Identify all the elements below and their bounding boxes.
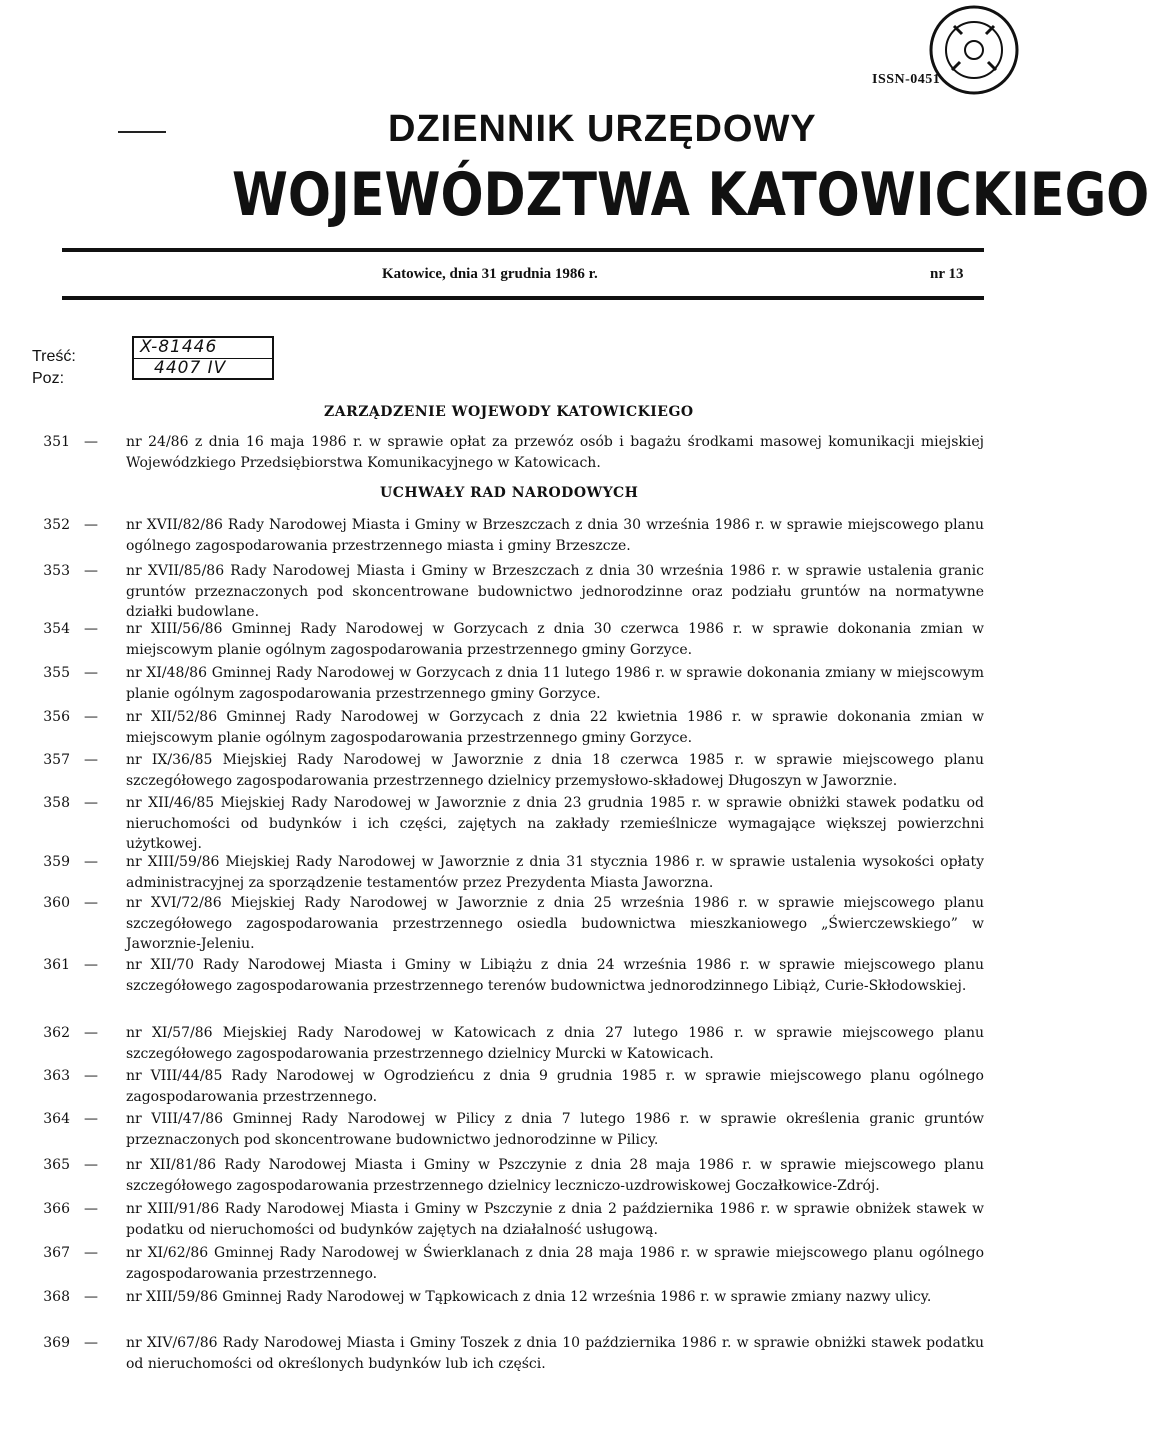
entry-text: nr XVII/85/86 Rady Narodowej Miasta i Gminy w Brzeszczach z dnia 30 września 1986 r. w sprawie ustalenia granic gruntów przeznaczonych pod skoncentrowane budownictwo jednorodzinne oraz podziału gruntów na normatywne działki budowlane. [126, 563, 984, 620]
position-number: 363 [43, 1068, 70, 1084]
journal-title: DZIENNIK URZĘDOWY [388, 108, 817, 150]
position-number: 355 [43, 665, 70, 681]
list-item: 365 — nr XII/81/86 Rady Narodowej Miasta i Gminy w Pszczynie z dnia 28 maja 1986 r. w sprawie miejscowego planu szczegółowego zagospodarowania przestrzennego dzielnicy leczniczo-uzdrowiskowej Goczałkowice-Zdrój. [40, 1155, 984, 1196]
position-number: 365 [43, 1157, 70, 1173]
list-item: 366 — nr XIII/91/86 Rady Narodowej Miasta i Gminy w Pszczynie z dnia 2 października 1986 r. w sprawie obniżek stawek w podatku od nieruchomości od budynków zajętych na działalność usługową. [40, 1199, 984, 1240]
position-number: 354 [43, 621, 70, 637]
entry-text: nr XII/70 Rady Narodowej Miasta i Gminy w Libiążu z dnia 24 września 1986 r. w sprawie miejscowego planu szczegółowego zagospodarowania przestrzennego terenów budownictwa jednorodzinnego Libiąż, Curie-Skłodowskiej. [126, 957, 984, 994]
position-number: 366 [43, 1201, 70, 1217]
position-number: 361 [43, 957, 70, 973]
list-item: 353 — nr XVII/85/86 Rady Narodowej Miasta i Gminy w Brzeszczach z dnia 30 września 1986 r. w sprawie ustalenia granic gruntów przeznaczonych pod skoncentrowane budownictwo jednorodzinne oraz podziału gruntów na normatywne działki budowlane. [40, 561, 984, 623]
entry-text: nr XVII/82/86 Rady Narodowej Miasta i Gminy w Brzeszczach z dnia 30 września 1986 r. w sprawie miejscowego planu ogólnego zagospodarowania przestrzennego miasta i gminy Brzeszcze. [126, 517, 984, 554]
position-number: 368 [43, 1289, 70, 1305]
issue-number: nr 13 [930, 266, 964, 282]
stamp-line-2: 4407 IV [154, 358, 227, 378]
position-number: 356 [43, 709, 70, 725]
position-number: 369 [43, 1335, 70, 1351]
entry-text: nr XIII/91/86 Rady Narodowej Miasta i Gminy w Pszczynie z dnia 2 października 1986 r. w sprawie obniżek stawek w podatku od nieruchomości od budynków zajętych na działalność usługową. [126, 1201, 984, 1238]
list-item: 354 — nr XIII/56/86 Gminnej Rady Narodowej w Gorzycach z dnia 30 czerwca 1986 r. w sprawie dokonania zmian w miejscowym planie ogólnym zagospodarowania przestrzennego gminy Gorzyce. [40, 619, 984, 660]
list-item: 369 — nr XIV/67/86 Rady Narodowej Miasta i Gminy Toszek z dnia 10 października 1986 r. w sprawie obniżki stawek podatku od nieruchomości od określonych budynków lub ich części. [40, 1333, 984, 1374]
position-number: 360 [43, 895, 70, 911]
position-number: 362 [43, 1025, 70, 1041]
entry-text: nr VIII/44/85 Rady Narodowej w Ogrodzieńcu z dnia 9 grudnia 1985 r. w sprawie miejscowego planu ogólnego zagospodarowania przestrzennego. [126, 1068, 984, 1105]
toc-content-label: Treść: [32, 348, 76, 365]
section-heading: UCHWAŁY RAD NARODOWYCH [380, 485, 639, 501]
entry-text: nr XIV/67/86 Rady Narodowej Miasta i Gminy Toszek z dnia 10 października 1986 r. w sprawie obniżki stawek podatku od nieruchomości od określonych budynków lub ich części. [126, 1335, 984, 1372]
position-number: 357 [43, 752, 70, 768]
position-number: 352 [43, 517, 70, 533]
toc-position-label: Poz: [32, 370, 65, 387]
list-item: 360 — nr XVI/72/86 Miejskiej Rady Narodowej w Jaworznie z dnia 25 września 1986 r. w sprawie miejscowego planu szczegółowego zagospodarowania przestrzennego osiedla budownictwa mieszkaniowego „Świerczewskiego” w Jaworznie-Jeleniu. [40, 893, 984, 955]
list-item: 352 — nr XVII/82/86 Rady Narodowej Miasta i Gminy w Brzeszczach z dnia 30 września 1986 r. w sprawie miejscowego planu ogólnego zagospodarowania przestrzennego miasta i gminy Brzeszcze. [40, 515, 984, 556]
position-number: 364 [43, 1111, 70, 1127]
entry-text: nr XVI/72/86 Miejskiej Rady Narodowej w Jaworznie z dnia 25 września 1986 r. w sprawie miejscowego planu szczegółowego zagospodarowania przestrzennego osiedla budownictwa mieszkaniowego „Świerczewskiego” w Jaworznie-Jeleniu. [126, 895, 984, 952]
entry-text: nr XII/46/85 Miejskiej Rady Narodowej w Jaworznie z dnia 23 grudnia 1985 r. w sprawie obniżki stawek podatku od nieruchomości od budynków i ich części, zajętych na zakłady rzemieślnicze wymagające większej powierzchni użytkowej. [126, 795, 984, 852]
archive-stamp [132, 336, 274, 380]
header-rule-bottom [62, 296, 984, 300]
list-item: 362 — nr XI/57/86 Miejskiej Rady Narodowej w Katowicach z dnia 27 lutego 1986 r. w sprawie miejscowego planu szczegółowego zagospodarowania przestrzennego dzielnicy Murcki w Katowicach. [40, 1023, 984, 1064]
list-item: 367 — nr XI/62/86 Gminnej Rady Narodowej w Świerklanach z dnia 28 maja 1986 r. w sprawie miejscowego planu ogólnego zagospodarowania przestrzennego. [40, 1243, 984, 1284]
list-item: 358 — nr XII/46/85 Miejskiej Rady Narodowej w Jaworznie z dnia 23 grudnia 1985 r. w sprawie obniżki stawek podatku od nieruchomości od budynków i ich części, zajętych na zakłady rzemieślnicze wymagające większej powierzchni użytkowej. [40, 793, 984, 855]
list-item: 356 — nr XII/52/86 Gminnej Rady Narodowej w Gorzycach z dnia 22 kwietnia 1986 r. w sprawie dokonania zmian w miejscowym planie ogólnym zagospodarowania przestrzennego gminy Gorzyce. [40, 707, 984, 748]
entry-text: nr IX/36/85 Miejskiej Rady Narodowej w Jaworznie z dnia 18 czerwca 1985 r. w sprawie miejscowego planu szczegółowego zagospodarowania przestrzennego dzielnicy przemysłowo-składowej Długoszyn w Jaworznie. [126, 752, 984, 789]
entry-text: nr XIII/59/86 Miejskiej Rady Narodowej w Jaworznie z dnia 31 stycznia 1986 r. w sprawie ustalenia wysokości opłaty administracyjnej za sporządzenie testamentów przez Prezydenta Miasta Jaworzna. [126, 854, 984, 891]
entry-text: nr XI/62/86 Gminnej Rady Narodowej w Świerklanach z dnia 28 maja 1986 r. w sprawie miejscowego planu ogólnego zagospodarowania przestrzennego. [126, 1245, 984, 1282]
position-number: 353 [43, 563, 70, 579]
position-number: 358 [43, 795, 70, 811]
position-number: 367 [43, 1245, 70, 1261]
position-number: 351 [43, 434, 70, 450]
library-seal-icon [928, 4, 1020, 96]
list-item: 368 — nr XIII/59/86 Gminnej Rady Narodowej w Tąpkowicach z dnia 12 września 1986 r. w sprawie zmiany nazwy ulicy. [40, 1287, 984, 1308]
entry-text: nr 24/86 z dnia 16 maja 1986 r. w sprawie opłat za przewóz osób i bagażu środkami masowej komunikacji miejskiej Wojewódzkiego Przedsiębiorstwa Komunikacyjnego w Katowicach. [126, 434, 984, 471]
entry-text: nr XIII/59/86 Gminnej Rady Narodowej w Tąpkowicach z dnia 12 września 1986 r. w sprawie zmiany nazwy ulicy. [126, 1289, 932, 1305]
journal-subtitle: WOJEWÓDZTWA KATOWICKIEGO [232, 160, 1149, 230]
entry-text: nr XII/81/86 Rady Narodowej Miasta i Gminy w Pszczynie z dnia 28 maja 1986 r. w sprawie miejscowego planu szczegółowego zagospodarowania przestrzennego dzielnicy leczniczo-uzdrowiskowej Goczałkowice-Zdrój. [126, 1157, 984, 1194]
title-decorative-dash [118, 131, 166, 133]
list-item: 351 — nr 24/86 z dnia 16 maja 1986 r. w sprawie opłat za przewóz osób i bagażu środkami masowej komunikacji miejskiej Wojewódzkiego Przedsiębiorstwa Komunikacyjnego w Katowicach. [40, 432, 984, 473]
list-item: 364 — nr VIII/47/86 Gminnej Rady Narodowej w Pilicy z dnia 7 lutego 1986 r. w sprawie określenia granic gruntów przeznaczonych pod skoncentrowane budownictwo jednorodzinne w Pilicy. [40, 1109, 984, 1150]
issn-number: ISSN-0451 [872, 72, 941, 87]
entry-text: nr XI/48/86 Gminnej Rady Narodowej w Gorzycach z dnia 11 lutego 1986 r. w sprawie dokonania zmiany w miejscowym planie ogólnym zagospodarowania przestrzennego gminy Gorzyce. [126, 665, 984, 702]
list-item: 359 — nr XIII/59/86 Miejskiej Rady Narodowej w Jaworznie z dnia 31 stycznia 1986 r. w sprawie ustalenia wysokości opłaty administracyjnej za sporządzenie testamentów przez Prezydenta Miasta Jaworzna. [40, 852, 984, 893]
list-item: 355 — nr XI/48/86 Gminnej Rady Narodowej w Gorzycach z dnia 11 lutego 1986 r. w sprawie dokonania zmiany w miejscowym planie ogólnym zagospodarowania przestrzennego gminy Gorzyce. [40, 663, 984, 704]
list-item: 363 — nr VIII/44/85 Rady Narodowej w Ogrodzieńcu z dnia 9 grudnia 1985 r. w sprawie miejscowego planu ogólnego zagospodarowania przestrzennego. [40, 1066, 984, 1107]
header-rule-top [62, 248, 984, 252]
entry-text: nr XIII/56/86 Gminnej Rady Narodowej w Gorzycach z dnia 30 czerwca 1986 r. w sprawie dokonania zmian w miejscowym planie ogólnym zagospodarowania przestrzennego gminy Gorzyce. [126, 621, 984, 658]
stamp-line-1: X-81446 [140, 337, 218, 357]
list-item: 361 — nr XII/70 Rady Narodowej Miasta i Gminy w Libiążu z dnia 24 września 1986 r. w sprawie miejscowego planu szczegółowego zagospodarowania przestrzennego terenów budownictwa jednorodzinnego Libiąż, Curie-Skłodowskiej. [40, 955, 984, 996]
entry-text: nr XI/57/86 Miejskiej Rady Narodowej w Katowicach z dnia 27 lutego 1986 r. w sprawie miejscowego planu szczegółowego zagospodarowania przestrzennego dzielnicy Murcki w Katowicach. [126, 1025, 984, 1062]
entry-text: nr VIII/47/86 Gminnej Rady Narodowej w Pilicy z dnia 7 lutego 1986 r. w sprawie określenia granic gruntów przeznaczonych pod skoncentrowane budownictwo jednorodzinne w Pilicy. [126, 1111, 984, 1148]
issue-dateline: Katowice, dnia 31 grudnia 1986 r. [382, 266, 598, 282]
list-item: 357 — nr IX/36/85 Miejskiej Rady Narodowej w Jaworznie z dnia 18 czerwca 1985 r. w sprawie miejscowego planu szczegółowego zagospodarowania przestrzennego dzielnicy przemysłowo-składowej Długoszyn w Jaworznie. [40, 750, 984, 791]
position-number: 359 [43, 854, 70, 870]
entry-text: nr XII/52/86 Gminnej Rady Narodowej w Gorzycach z dnia 22 kwietnia 1986 r. w sprawie dokonania zmian w miejscowym planie ogólnym zagospodarowania przestrzennego gminy Gorzyce. [126, 709, 984, 746]
section-heading: ZARZĄDZENIE WOJEWODY KATOWICKIEGO [324, 404, 694, 420]
